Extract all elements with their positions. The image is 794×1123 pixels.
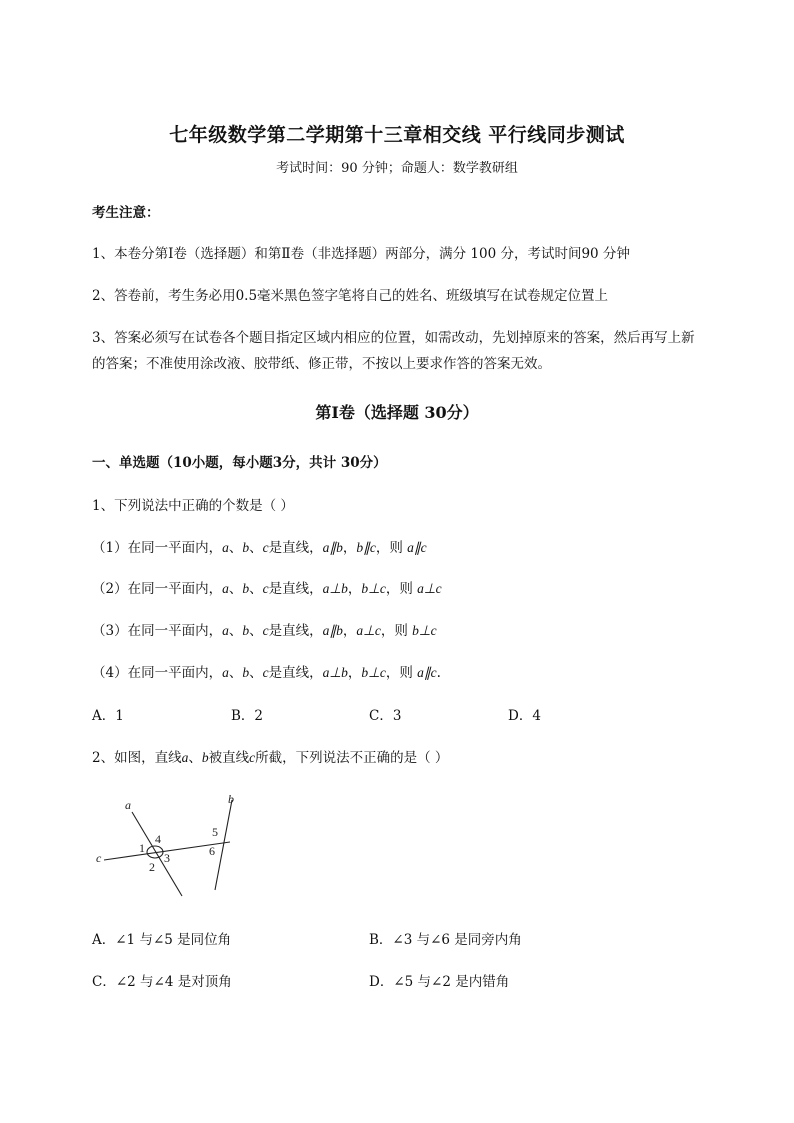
q1-statement-2: （2）在同一平面内，a、b、c是直线，a⊥b，b⊥c，则 a⊥c xyxy=(92,581,442,597)
label-line-b: b xyxy=(228,792,234,806)
q1-option-b: B．2 xyxy=(231,708,264,724)
q1-statement-1: （1）在同一平面内，a、b、c是直线，a∥b，b∥c，则 a∥c xyxy=(92,540,427,556)
notice-heading: 考生注意： xyxy=(92,205,160,221)
label-angle-4: 4 xyxy=(155,832,161,846)
part-heading: 一、单选题（10小题，每小题3分，共计 30分） xyxy=(92,455,387,471)
q2-option-d: D．∠5 与∠2 是内错角 xyxy=(369,974,510,990)
label-line-a: a xyxy=(125,798,131,812)
line-b xyxy=(215,800,232,890)
label-angle-2: 2 xyxy=(149,860,155,874)
q2-option-a: A．∠1 与∠5 是同位角 xyxy=(92,932,232,948)
label-angle-1: 1 xyxy=(139,841,145,855)
notice-item-1: 1、本卷分第Ⅰ卷（选择题）和第Ⅱ卷（非选择题）两部分，满分 100 分，考试时间90 分钟 xyxy=(92,246,630,262)
notice-item-3-cont: 的答案；不准使用涂改液、胶带纸、修正带，不按以上要求作答的答案无效。 xyxy=(92,356,551,372)
q1-option-d: D．4 xyxy=(508,708,541,724)
q1-option-a: A．1 xyxy=(92,708,124,724)
label-line-c: c xyxy=(96,851,102,865)
exam-info: 考试时间：90 分钟；命题人：数学教研组 xyxy=(276,161,518,176)
notice-item-2: 2、答卷前，考生务必用0.5毫米黑色签字笔将自己的姓名、班级填写在试卷规定位置上 xyxy=(92,288,609,304)
q2-stem: 2、如图，直线a、b被直线c所截，下列说法不正确的是（ ） xyxy=(92,750,449,766)
q2-figure xyxy=(90,790,250,900)
notice-item-3: 3、答案必须写在试卷各个题目指定区域内相应的位置，如需改动，先划掉原来的答案，然后再写上新 xyxy=(92,330,695,346)
label-angle-6: 6 xyxy=(209,844,215,858)
q1-statement-3: （3）在同一平面内，a、b、c是直线，a∥b，a⊥c，则 b⊥c xyxy=(92,623,437,639)
q2-option-c: C．∠2 与∠4 是对顶角 xyxy=(92,974,232,990)
q2-option-b: B．∠3 与∠6 是同旁内角 xyxy=(369,932,522,948)
q1-option-c: C．3 xyxy=(369,708,402,724)
label-angle-3: 3 xyxy=(164,851,170,865)
page-title: 七年级数学第二学期第十三章相交线 平行线同步测试 xyxy=(169,124,625,146)
label-angle-5: 5 xyxy=(212,825,218,839)
section-title: 第Ⅰ卷（选择题 30分） xyxy=(315,403,479,422)
q1-stem: 1、下列说法中正确的个数是（ ） xyxy=(92,498,294,514)
q1-statement-4: （4）在同一平面内，a、b、c是直线，a⊥b，b⊥c，则 a∥c. xyxy=(92,665,441,681)
